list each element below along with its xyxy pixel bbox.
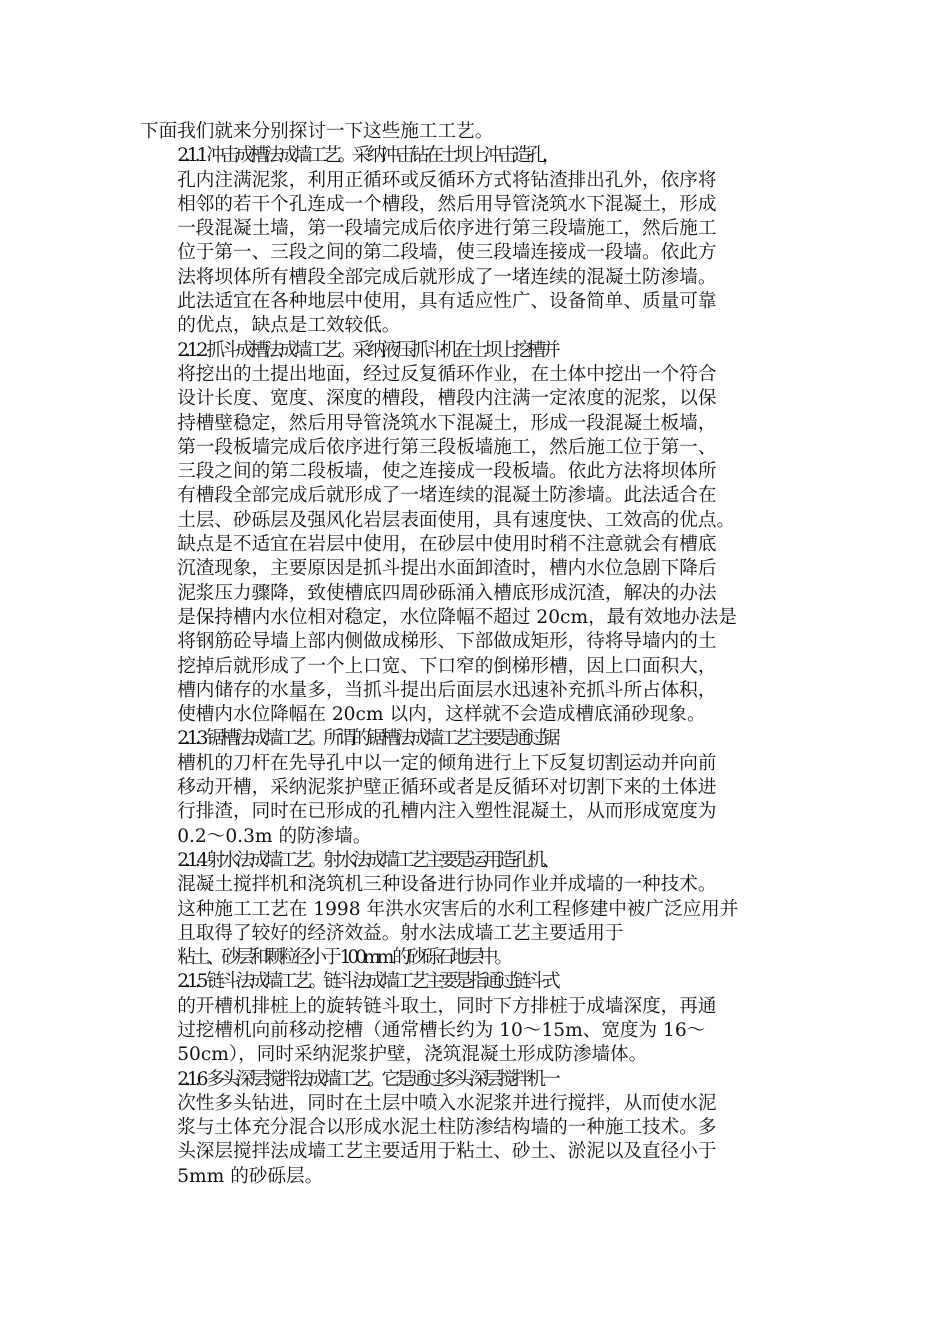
paragraph-p-2-1-2 (140, 339, 812, 728)
text-line: 设计长度、宽度、深度的槽段，槽段内注满一定浓度的泥浆，以保 (177, 388, 717, 410)
text-line: 的优点，缺点是工效较低。 (177, 315, 401, 337)
text-line: 2.1.6 多头深层搅拌法成墙工艺。它是通过多头深层搅拌机一 (177, 1068, 557, 1090)
text-line: 2.1.1 冲击成槽法成墙工艺。采纳冲击钻在土坝上冲击造孔， (177, 145, 557, 167)
text-line: 2.1.3 锯槽法成墙工艺。所谓的锯槽法成墙工艺主要是通过锯 (177, 728, 557, 750)
paragraph-p-2-1-5 (140, 970, 812, 1067)
text-line: 的开槽机排桩上的旋转链斗取土，同时下方排桩于成墙深度，再通 (177, 995, 717, 1017)
text-line: 5mm 的砂砾层。 (177, 1165, 324, 1187)
paragraph-p-2-1-4-cont (140, 946, 812, 970)
text-line: 下面我们就来分别探讨一下这些施工工艺。 (140, 121, 494, 142)
text-line: 缺点是不适宜在岩层中使用，在砂层中使用时稍不注意就会有槽底 (177, 534, 717, 556)
text-line: 浆与土体充分混合以形成水泥土柱防渗结构墙的一种施工技术。多 (177, 1117, 717, 1139)
text-line: 沉渣现象，主要原因是抓斗提出水面卸渣时，槽内水位急剧下降后 (177, 558, 717, 580)
text-line: 粘土、砂层和颗粒径小于 100mm 的砂砾石地层中。 (177, 947, 510, 969)
text-line: 位于第一、三段之间的第二段墙，使三段墙连接成一段墙。依此方 (177, 242, 717, 264)
text-line: 次性多头钻进，同时在土层中喷入水泥浆并进行搅拌，从而使水泥 (177, 1092, 717, 1114)
paragraph-p-2-1-4 (140, 849, 812, 946)
paragraph-p-2-1-3 (140, 727, 812, 848)
text-line: 一段混凝土墙，第一段墙完成后依序进行第三段墙施工，然后施工 (177, 218, 717, 240)
text-line: 槽内储存的水量多，当抓斗提出后面层水迅速补充抓斗所占体积， (177, 679, 717, 701)
text-line: 挖掉后就形成了一个上口宽、下口窄的倒梯形槽，因上口面积大， (177, 655, 717, 677)
text-line: 这种施工工艺在 1998 年洪水灾害后的水利工程修建中被广泛应用并 (177, 898, 739, 920)
paragraph-intro (140, 120, 812, 144)
text-line: 相邻的若干个孔连成一个槽段，然后用导管浇筑水下混凝土，形成 (177, 193, 717, 215)
text-line: 头深层搅拌法成墙工艺主要适用于粘土、砂土、淤泥以及直径小于 (177, 1141, 717, 1163)
document-body (140, 120, 812, 1189)
text-line: 将钢筋砼导墙上部内侧做成梯形、下部做成矩形，待将导墙内的土 (177, 631, 717, 653)
text-line: 是保持槽内水位相对稳定，水位降幅不超过 20cm，最有效地办法是 (177, 606, 737, 628)
text-line: 此法适宜在各种地层中使用，具有适应性广、设备简单、质量可靠 (177, 291, 717, 313)
text-line: 三段之间的第二段板墙，使之连接成一段板墙。依此方法将坝体所 (177, 461, 717, 483)
text-line: 孔内注满泥浆，利用正循环或反循环方式将钻渣排出孔外，依序将 (177, 169, 717, 191)
text-line: 持槽壁稳定，然后用导管浇筑水下混凝土，形成一段混凝土板墙， (177, 412, 717, 434)
text-line: 2.1.2 抓斗成槽法成墙工艺。采纳液压抓斗机在土坝上挖槽并 (177, 339, 557, 361)
text-line: 50cm），同时采纳泥浆护壁，浇筑混凝土形成防渗墙体。 (177, 1044, 648, 1066)
text-line: 移动开槽，采纳泥浆护壁正循环或者是反循环对切割下来的土体进 (177, 777, 717, 799)
text-line: 行排渣，同时在已形成的孔槽内注入塑性混凝土，从而形成宽度为 (177, 801, 717, 823)
text-line: 0.2～0.3m 的防渗墙。 (177, 825, 372, 847)
text-line: 使槽内水位降幅在 20cm 以内，这样就不会造成槽底涌砂现象。 (177, 704, 706, 726)
text-line: 且取得了较好的经济效益。射水法成墙工艺主要适用于 (177, 922, 624, 944)
text-line: 2.1.4 射水法成墙工艺。射水法成墙工艺主要是运用造孔机、 (177, 849, 557, 871)
text-line: 过挖槽机向前移动挖槽（通常槽长约为 10～15m、宽度为 16～ (177, 1019, 706, 1041)
text-line: 将挖出的土提出地面，经过反复循环作业，在土体中挖出一个符合 (177, 363, 717, 385)
text-line: 混凝土搅拌机和浇筑机三种设备进行协同作业并成墙的一种技术。 (177, 874, 717, 896)
paragraph-p-2-1-6 (140, 1068, 812, 1189)
text-line: 泥浆压力骤降，致使槽底四周砂砾涌入槽底形成沉渣，解决的办法 (177, 582, 717, 604)
paragraph-p-2-1-1 (140, 144, 812, 338)
text-line: 法将坝体所有槽段全部完成后就形成了一堵连续的混凝土防渗墙。 (177, 266, 717, 288)
text-line: 第一段板墙完成后依序进行第三段板墙施工，然后施工位于第一、 (177, 436, 717, 458)
text-line: 土层、砂砾层及强风化岩层表面使用，具有速度快、工效高的优点。 (177, 509, 736, 531)
text-line: 2.1.5 链斗法成墙工艺。链斗法成墙工艺主要是指通过链斗式 (177, 971, 557, 993)
text-line: 槽机的刀杆在先导孔中以一定的倾角进行上下反复切割运动并向前 (177, 752, 717, 774)
text-line: 有槽段全部完成后就形成了一堵连续的混凝土防渗墙。此法适合在 (177, 485, 717, 507)
